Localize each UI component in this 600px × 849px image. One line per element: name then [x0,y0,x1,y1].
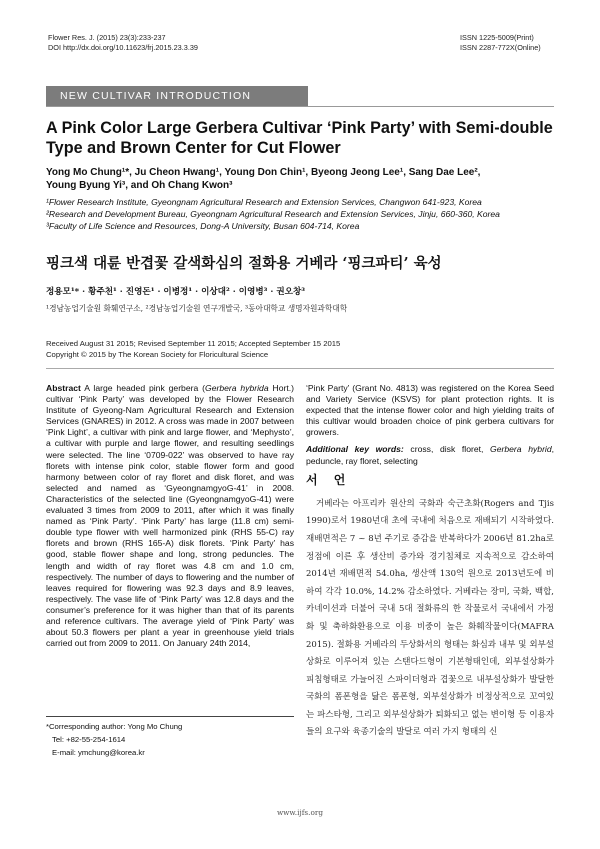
korean-authors: 정용모¹* · 황주천¹ · 진영돈¹ · 이병정¹ · 이상대² · 이영병³ · 권오창³ [46,287,306,297]
right-column [306,383,554,742]
abstract-species: Gerbera hybrida [205,383,269,393]
affiliation-1: ¹Flower Research Institute, Gyeongnam Agricultural Research and Extension Services, Changwon 641-923, Korea [46,197,482,207]
abstract-label: Abstract [46,383,81,393]
affiliation-2: ²Research and Development Bureau, Gyeongnam Agricultural Research and Extension Services, Jinju, 660-360, Korea [46,209,500,219]
keywords-text-b: , peduncle, ray floret, selecting [306,444,555,466]
abstract-text-a: A large headed pink gerbera ( [80,383,206,393]
received-dates: Received August 31 2015; Revised September 11 2015; Accepted September 15 2015 [46,339,341,348]
article-dates [46,338,556,360]
keywords-species: Gerbera hybrid [490,444,552,455]
abstract-continued: ‘Pink Party’ (Grant No. 4813) was registered on the Korea Seed and Variety Service (KSVS) for plant protection rights. It is expected that the intense flower color and high yielding traits of this cultivar would broaden choice of pink gerbera cultivars for growers. [306,383,554,438]
issn-online: ISSN 2287-772X(Online) [460,43,541,52]
author-tel: Tel: +82-55-254-1614 [52,735,126,744]
abstract-column [46,383,294,649]
author-email[interactable]: E-mail: ymchung@korea.kr [52,748,145,757]
section-band: NEW CULTIVAR INTRODUCTION [46,86,308,106]
footnote [46,720,294,759]
issn-header [460,33,541,53]
issn-print: ISSN 1225-5009(Print) [460,33,534,42]
affiliation-3: ³Faculty of Life Science and Resources, Dong-A University, Busan 604-714, Korea [46,221,360,231]
doi-link[interactable]: DOI http://dx.doi.org/10.11623/frj.2015.23.3.39 [48,43,198,52]
intro-body: 거베라는 아프리카 원산의 국화과 숙근초화(Rogers and Tjis 1990)로서 1980년대 초에 국내에 처음으로 재배되기 시작하였다. 재배면적은 7 ~ 8년 주기로 증감을 반복하다가 2006년 81.2ha로 정점에 이른 후 생산비 증가와 경기침체로 지속적으로 감소하여 2014년 재배면적 54.0ha, 생산액 130억 원으로 2013년도에 비하여 각각 10.0%, 14.2% 감소하였다. 거베라는 장미, 국화, 백합, 카네이션과 더불어 국내 5대 절화류의 한 작물로서 국내에서 가정화 및 축하화환용으로 이용 비중이 높은 화훼작물이다(MAFRA 2015). 절화용 거베라의 두상화서의 형태는 화심과 내부 및 외부설상화로 이루어져 있는 스탠다드형이 기본형태인데, 외부설상화가 피침형태로 가늘어진 스파이더형과 겹꽃으로 내부설상화가 발달한 국화의 폼폰형을 닮은 폼폰형, 외부설상화가 비정상적으로 꼬여있는 파스타형, 그리고 외부설상화가 퇴화되고 없는 변이형 등 이용자들의 요구와 육종기술의 발달로 여러 가지 형태의 신 [306,498,554,738]
abstract-text-b: Hort.) cultivar ‘Pink Party’ was developed by the Flower Research Institute of Gyeong-Nam Agricultural Research and Extension Services (GNARES) in 2012. A cross was made in 2007 between ‘Pink Light’, a cultivar with pink and large flower, and ‘Mephysto’, a cultivar with purple and large flower, and resulting seedlings were selected. The line ‘0709-022’ was observed to have ray florets with intense pink color, stable flower form and good harmony between color of ray floret and disk floret, and was selected and named as ‘GyeongnamgyoG-41’ in 2008. Characteristics of the selected line (GyeongnamgyoG-41) were evaluated 3 times from 2009 to 2011, after which it was finally named as ‘Pink Party’. ‘Pink Party’ has large (11.8 cm) semi-double type flower with well harmonized pink (RHS 55-C) ray florets and brown (RHS 165-A) disk florets. ‘Pink Party’ has good, stable flower shape and long, strong peduncles. The length and width of ray floret was 4.8 cm and 1.0 cm, respectively. The number of days to flowering and the number of leaves required for flowering was 92.3 days and 8.9 leaves, respectively. The vase life of ‘Pink Party’ was 12.8 days and the consumer’s preference for it was higher than that of its parents and reference cultivars. The average yield of ‘Pink Party’ was about 50.3 flowers per plant a year in greenhouse yield trials carried out from 2009 to 2011. On January 24th 2014, [46,383,294,649]
corresponding-author: *Corresponding author: Yong Mo Chung [46,722,183,731]
korean-affiliation: ¹경남농업기술원 화훼연구소, ²경남농업기술원 연구개발국, ³동아대학교 생명자원과학대학 [46,304,348,313]
korean-title: 핑크색 대륜 반겹꽃 갈색화심의 절화용 거베라 ‘핑크파티’ 육성 [46,255,442,272]
journal-citation: Flower Res. J. (2015) 23(3):233-237 [48,33,166,42]
section-divider [46,106,554,107]
authors-line-1: Yong Mo Chung¹*, Ju Cheon Hwang¹, Young Don Chin¹, Byeong Jeong Lee¹, Sang Dae Lee², [46,167,481,178]
authors-line-2: Young Byung Yi³, and Oh Chang Kwon³ [46,180,233,191]
keywords-text-a: cross, disk floret, [403,444,491,455]
header-divider [46,368,554,369]
intro-heading: 서 언 [306,472,352,487]
affiliations [46,196,561,232]
journal-website[interactable]: www.ijfs.org [276,808,324,817]
paper-title: A Pink Color Large Gerbera Cultivar ‘Pink Party’ with Semi-double Type and Brown Center for Cut Flower [46,119,553,157]
keywords-label: Additional key words: [306,444,404,455]
author-list [46,166,556,192]
keywords [306,444,554,466]
copyright: Copyright © 2015 by The Korean Society for Floricultural Science [46,350,269,359]
footnote-divider [46,716,294,717]
journal-header [48,33,198,53]
